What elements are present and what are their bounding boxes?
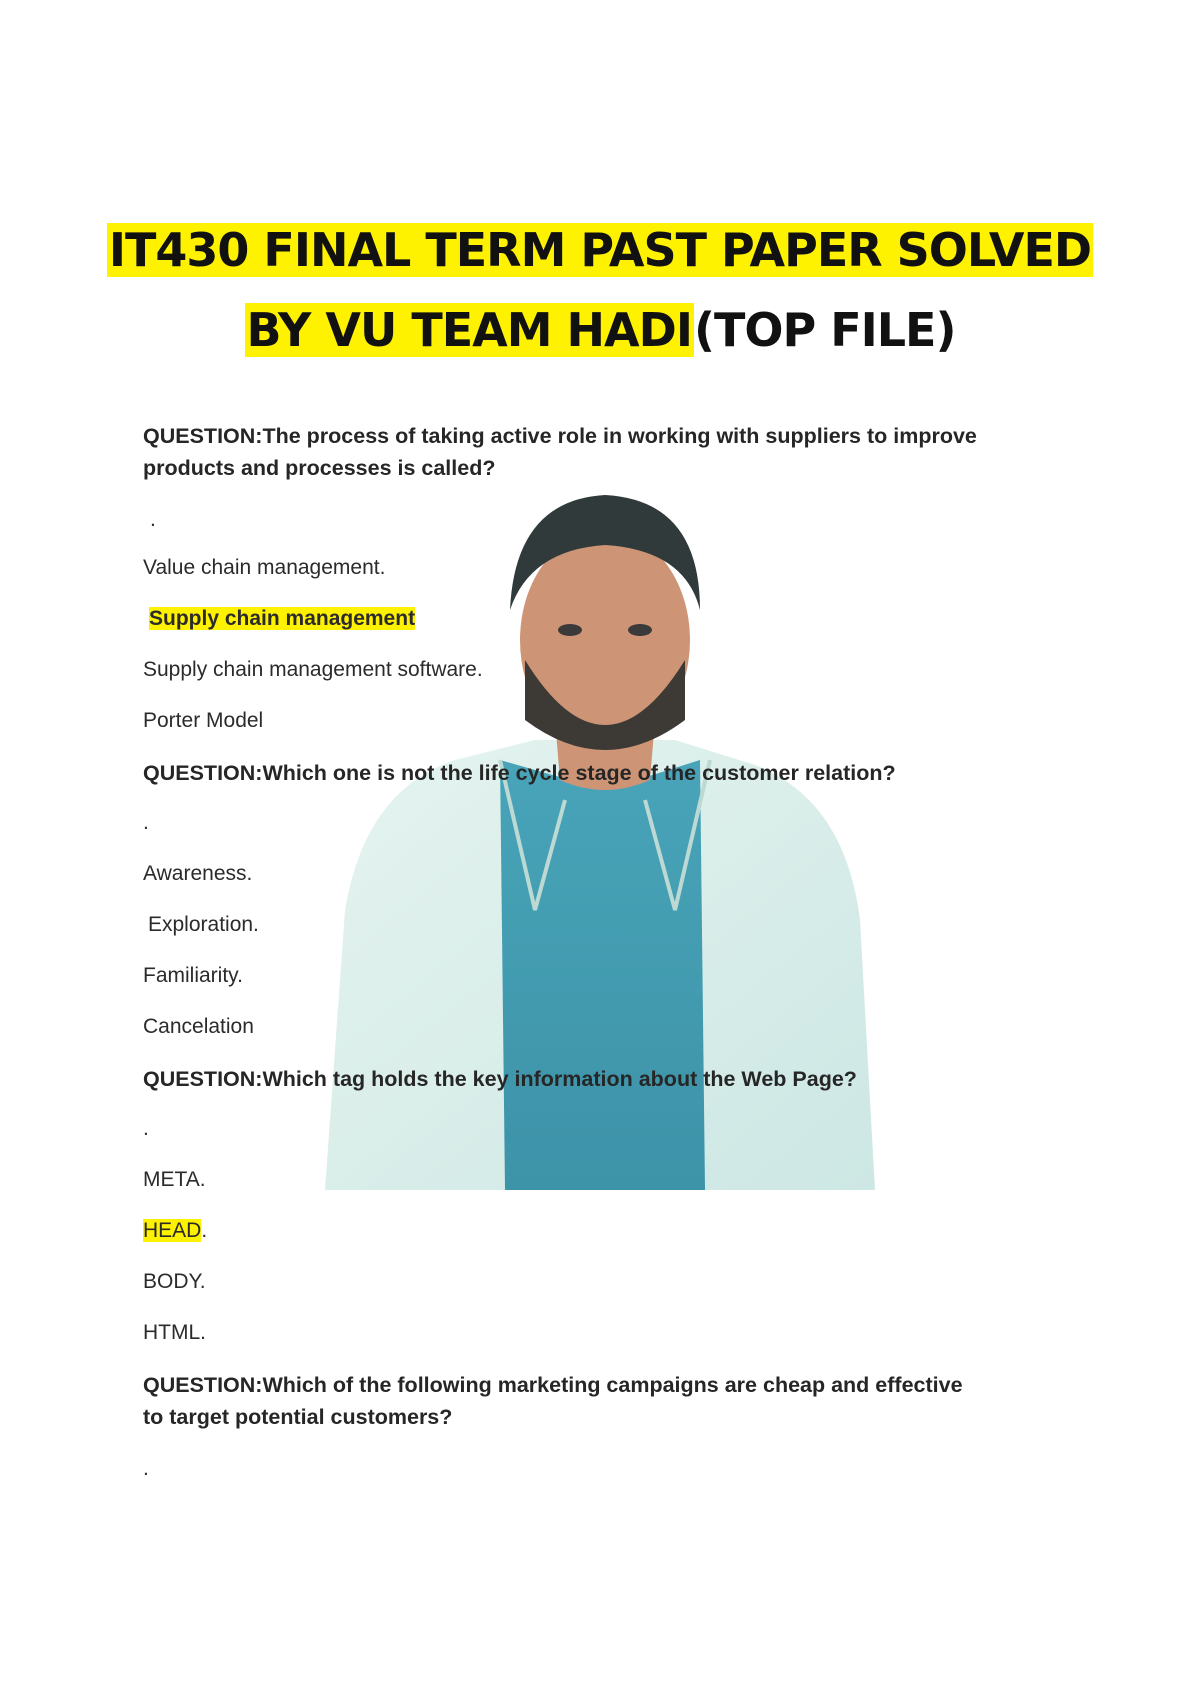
question-text: QUESTION:Which tag holds the key information about the Web Page? bbox=[143, 1067, 857, 1091]
correct-answer: Supply chain management bbox=[149, 607, 416, 630]
option-item-correct bbox=[149, 604, 1089, 634]
option-item-correct bbox=[143, 1216, 1083, 1246]
answer-dot: . bbox=[143, 1117, 149, 1140]
option-item: META. bbox=[143, 1168, 206, 1191]
title-suffix: (TOP FILE) bbox=[693, 303, 956, 357]
question-block-1 bbox=[143, 420, 1083, 484]
option-item: Exploration. bbox=[148, 913, 259, 936]
answer-suffix: . bbox=[201, 1219, 208, 1242]
answer-dot: . bbox=[143, 811, 149, 834]
option-item: Familiarity. bbox=[143, 964, 243, 987]
question-block-3 bbox=[143, 1063, 1083, 1095]
correct-answer: HEAD bbox=[143, 1219, 202, 1242]
page-title-line1 bbox=[0, 215, 1200, 285]
option-item: Supply chain management software. bbox=[143, 658, 483, 681]
option-item: BODY. bbox=[143, 1270, 206, 1293]
option-item: Value chain management. bbox=[143, 556, 386, 579]
answer-dot: . bbox=[143, 1457, 149, 1480]
option-item: HTML. bbox=[143, 1321, 206, 1344]
question-text-cont: to target potential customers? bbox=[143, 1405, 453, 1429]
question-block-4 bbox=[143, 1369, 1083, 1433]
question-text: QUESTION:Which one is not the life cycle stage of the customer relation? bbox=[143, 761, 896, 785]
option-item: Awareness. bbox=[143, 862, 253, 885]
option-item: Cancelation bbox=[143, 1015, 254, 1038]
answer-dot: . bbox=[150, 508, 156, 531]
question-text: QUESTION:The process of taking active role in working with suppliers to improve bbox=[143, 424, 977, 448]
question-block-2 bbox=[143, 757, 1083, 789]
question-text-cont: products and processes is called? bbox=[143, 456, 496, 480]
title-highlight-1: IT430 FINAL TERM PAST PAPER SOLVED bbox=[108, 223, 1092, 277]
title-highlight-2: BY VU TEAM HADI bbox=[246, 303, 692, 357]
page-title-line2 bbox=[0, 295, 1200, 365]
option-item: Porter Model bbox=[143, 709, 264, 732]
question-text: QUESTION:Which of the following marketing campaigns are cheap and effective bbox=[143, 1373, 963, 1397]
